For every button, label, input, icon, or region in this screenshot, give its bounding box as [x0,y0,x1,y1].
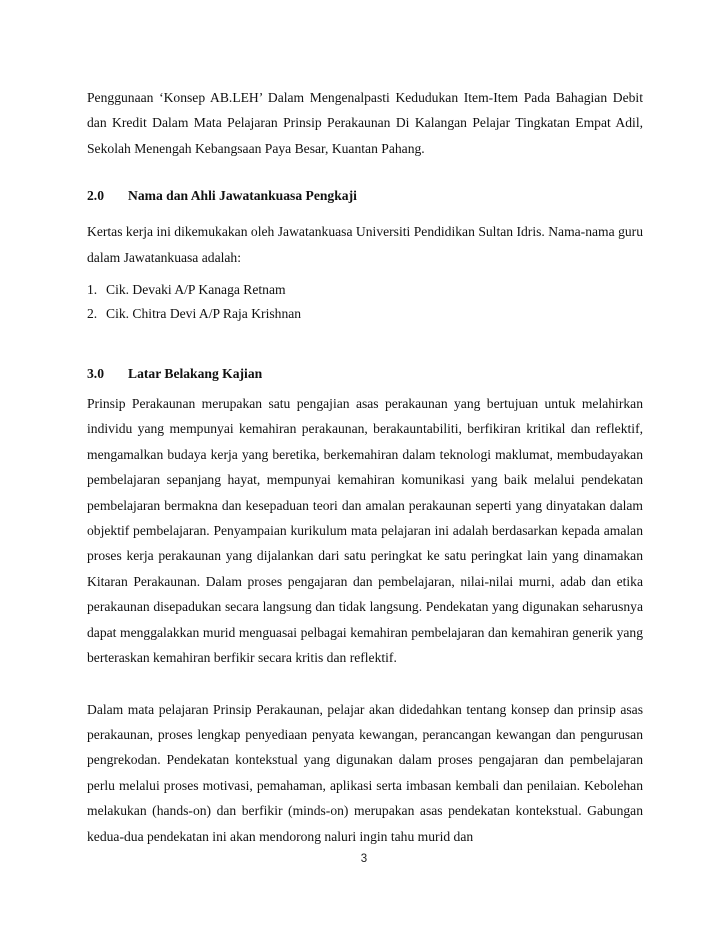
section-2-number: 2.0 [87,188,104,204]
section-3-number: 3.0 [87,366,104,382]
list-item-name: Cik. Chitra Devi A/P Raja Krishnan [106,306,302,322]
list-item-index: 2. [87,306,98,322]
list-item-name: Cik. Devaki A/P Kanaga Retnam [106,282,286,298]
member-list [87,278,643,326]
list-item-index: 1. [87,282,98,298]
section-3-paragraph-2: Dalam mata pelajaran Prinsip Perakaunan, pelajar akan didedahkan tentang konsep dan prinsip asas perakaunan, proses lengkap penyediaan penyata kewangan, perancangan kewangan dan pengurusan pengrekodan. Pendekatan kontekstual yang digunakan dalam proses pengajaran dan pembelajaran perlu melalui proses motivasi, pemahaman, aplikasi serta imbasan kembali dan penilaian. Kebolehan melakukan (hands-on) dan berfikir (minds-on) merupakan asas pendekatan kontekstual. Gabungan kedua-dua pendekatan ini akan mendorong naluri ingin tahu murid dan [87,701,643,844]
list-item [87,302,643,326]
section-2-title: Nama dan Ahli Jawatankuasa Pengkaji [128,188,357,204]
section-2-paragraph: Kertas kerja ini dikemukakan oleh Jawatankuasa Universiti Pendidikan Sultan Idris. Nama-nama guru dalam Jawatankuasa adalah: [87,224,643,265]
section-3-paragraph-1: Prinsip Perakaunan merupakan satu pengajian asas perakaunan yang bertujuan untuk melahirkan individu yang mempunyai kemahiran perakaunan, berakauntabiliti, berfikiran kritikal dan reflektif, mengamalkan budaya kerja yang beretika, berkemahiran dalam teknologi maklumat, membudayakan pembelajaran sepanjang hayat, mempunyai kemahiran komunikasi yang baik melalui pendekatan pembelajaran bermakna dan kesepaduan teori dan amalan perakaunan seperti yang dinyatakan dalam objektif pembelajaran. Penyampaian kurikulum mata pelajaran ini adalah berdasarkan kepada amalan proses kerja perakaunan yang dijalankan dari satu peringkat ke satu peringkat lain yang dinamakan Kitaran Perakaunan. Dalam proses pengajaran dan pembelajaran, nilai-nilai murni, adab dan etika perakaunan disepadukan secara langsung dan tidak langsung. Pendekatan yang digunakan seharusnya dapat menggalakkan murid menguasai pelbagai kemahiran pembelajaran dan kemahiran generik yang berteraskan kemahiran berfikir secara kritis dan reflektif. [87,396,643,666]
document-page [87,85,643,849]
page-number: 3 [360,853,368,865]
list-item [87,278,643,302]
section-3-heading [87,361,643,386]
section-3-title: Latar Belakang Kajian [128,366,263,382]
intro-paragraph: Penggunaan ‘Konsep AB.LEH’ Dalam Mengenalpasti Kedudukan Item-Item Pada Bahagian Debit dan Kredit Dalam Mata Pelajaran Prinsip Perakaunan Di Kalangan Pelajar Tingkatan Empat Adil, Sekolah Menengah Kebangsaan Paya Besar, Kuantan Pahang. [87,90,643,156]
section-2-heading [87,183,643,208]
